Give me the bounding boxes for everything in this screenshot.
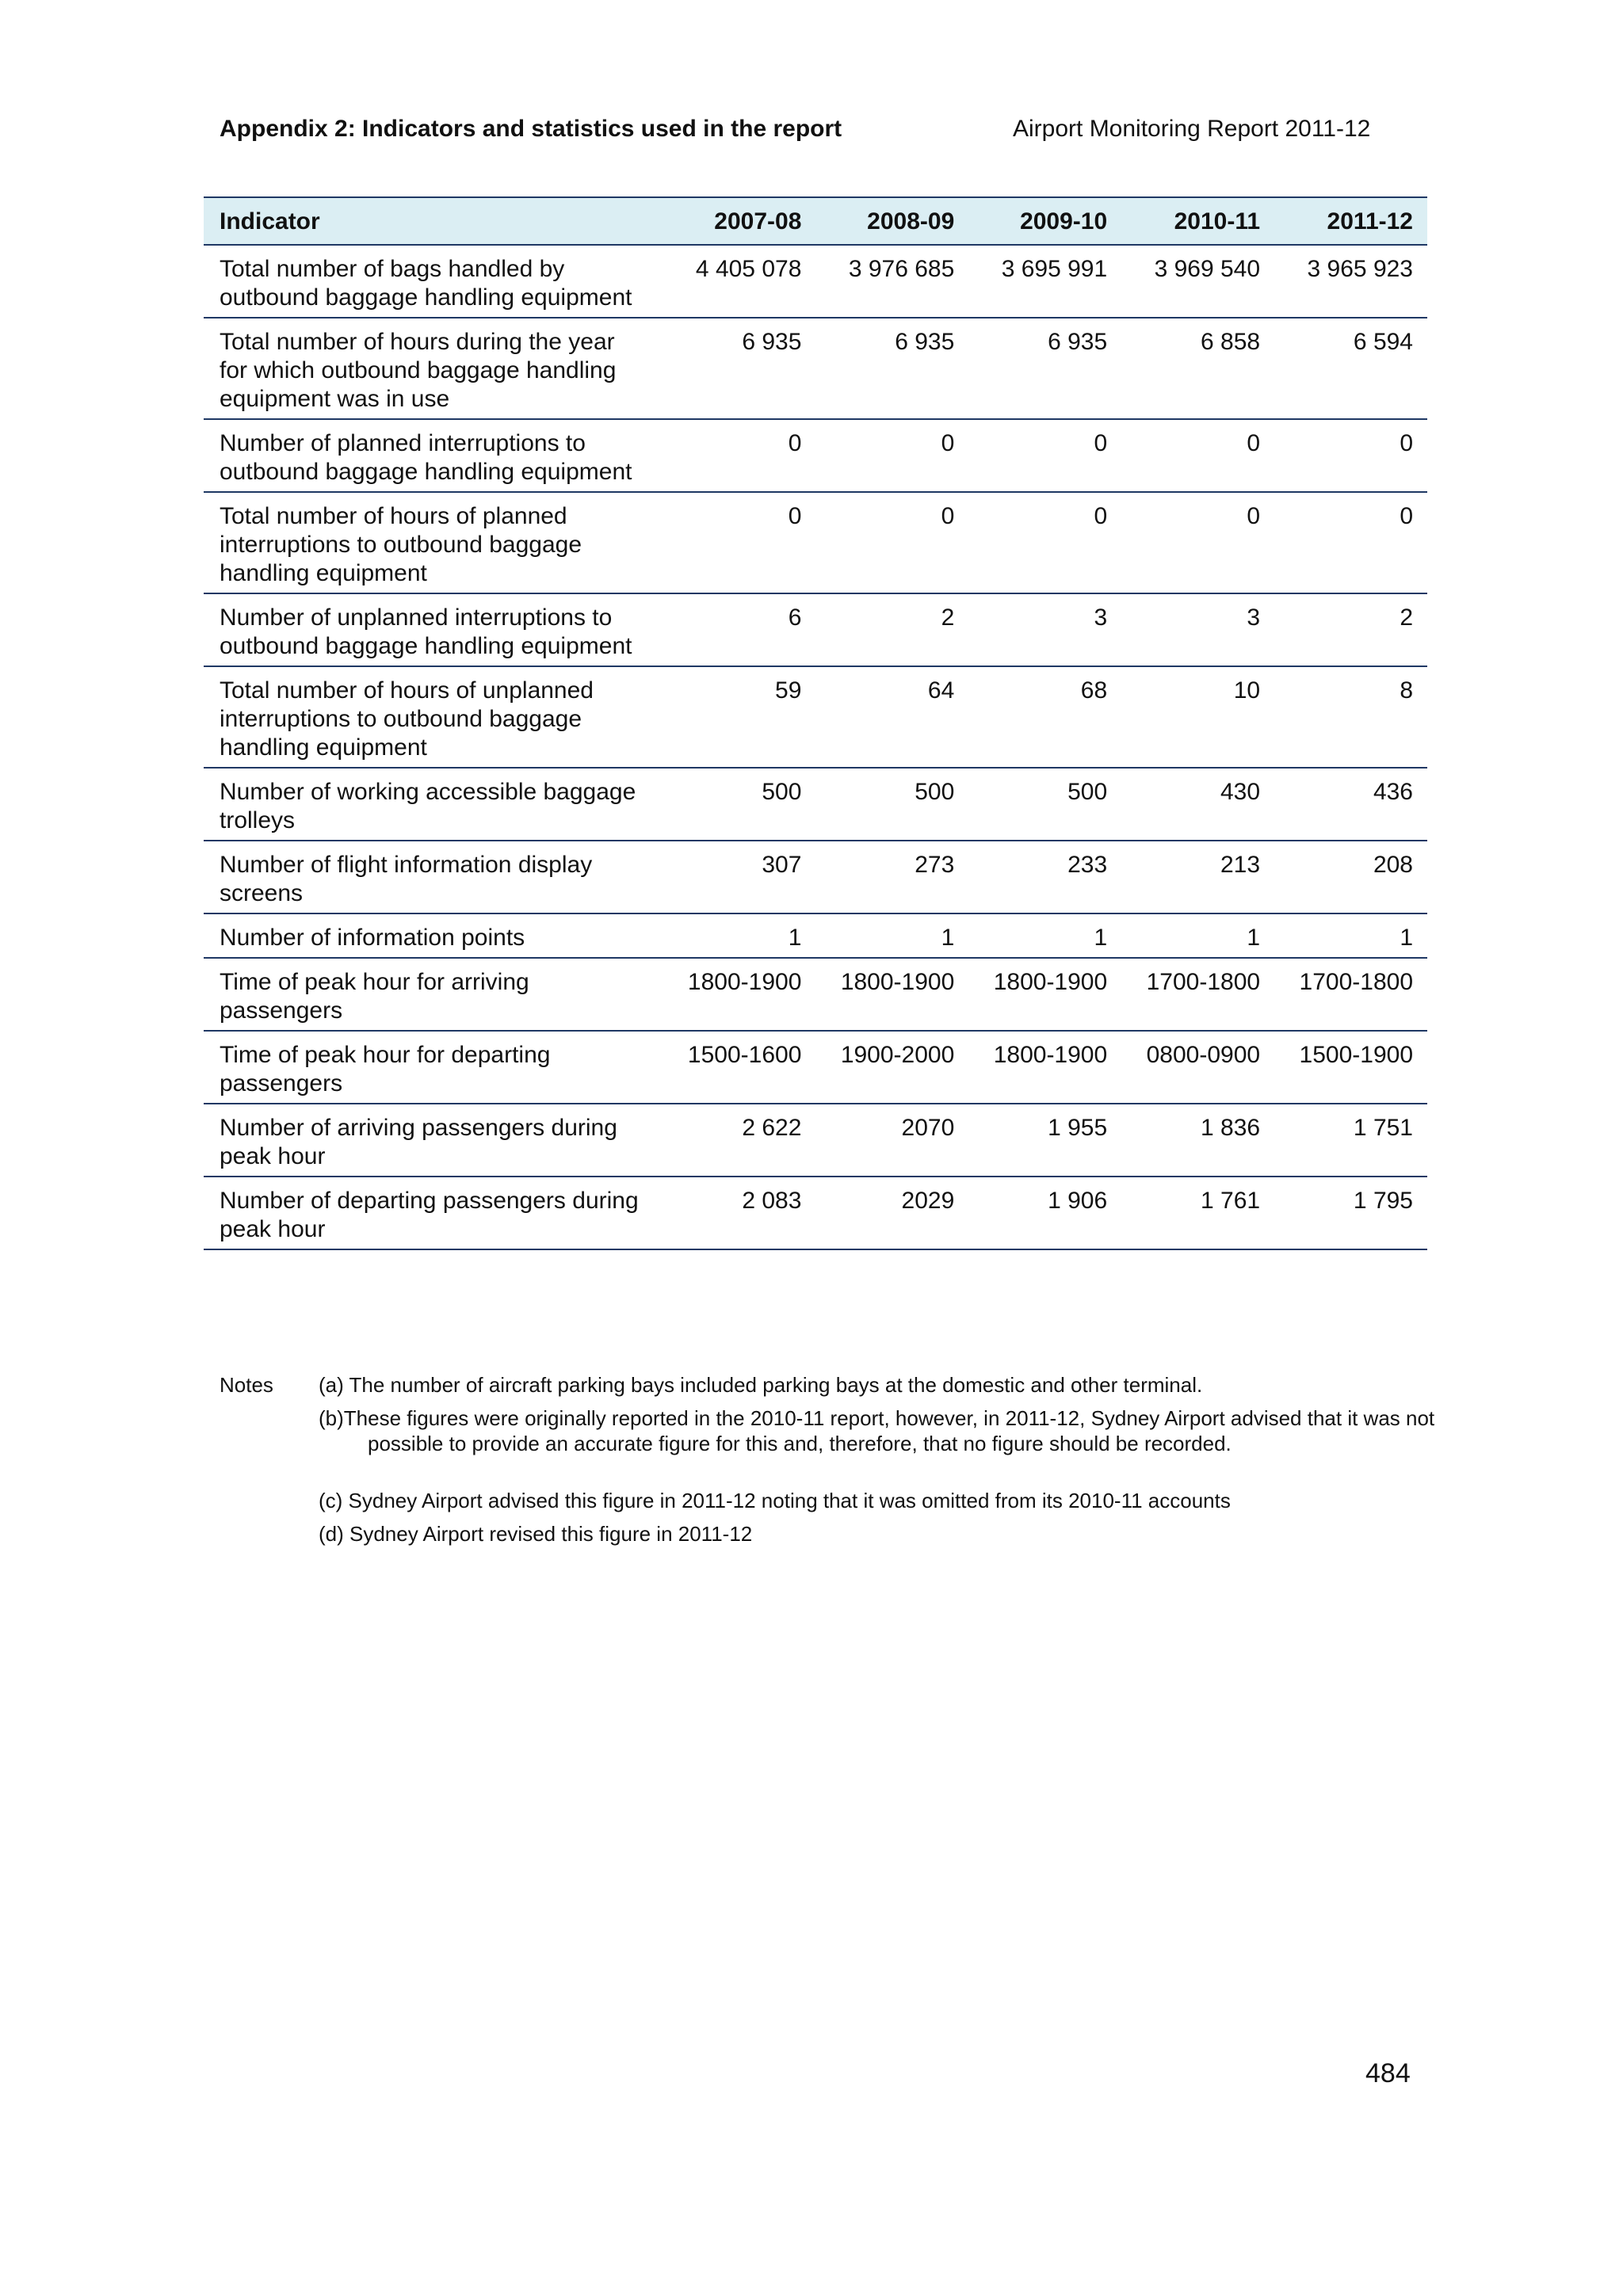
table-row [204,318,1427,419]
value-cell: 1 [968,913,1121,958]
value-cell: 1800-1900 [663,958,816,1031]
value-cell: 1700-1800 [1274,958,1427,1031]
table-row [204,419,1427,492]
value-cell: 0 [1121,419,1274,492]
page-section-title: Appendix 2: Indicators and statistics used in the report [220,116,842,142]
table-row [204,1031,1427,1104]
value-cell: 3 976 685 [815,245,968,318]
value-cell: 307 [663,841,816,913]
indicator-cell: Total number of hours during the year for which outbound baggage handling equipment was in use [204,318,663,419]
table-row [204,958,1427,1031]
page-number: 484 [1365,2058,1411,2088]
value-cell: 1900-2000 [815,1031,968,1104]
value-cell: 1 751 [1274,1104,1427,1177]
indicator-cell: Total number of hours of planned interruptions to outbound baggage handling equipment [204,492,663,593]
value-cell: 1 [1274,913,1427,958]
value-cell: 208 [1274,841,1427,913]
indicator-cell: Total number of hours of unplanned interruptions to outbound baggage handling equipment [204,666,663,768]
indicator-cell: Number of arriving passengers during peak hour [204,1104,663,1177]
note-item: (b)These figures were originally reported in the 2010-11 report, however, in 2011-12, Sydney Airport advised that it was not possible to provide an accurate figure for this and, therefore, that no figure should be recorded. [319,1406,1435,1455]
column-header: 2007-08 [663,197,816,245]
table-row [204,666,1427,768]
value-cell: 59 [663,666,816,768]
value-cell: 8 [1274,666,1427,768]
value-cell: 2029 [815,1177,968,1249]
value-cell: 3 [968,593,1121,666]
value-cell: 6 935 [663,318,816,419]
note-item: (c) Sydney Airport advised this figure in 2011-12 noting that it was omitted from its 2010-11 accounts [319,1489,1231,1512]
value-cell: 2 622 [663,1104,816,1177]
table-body [204,245,1427,1249]
value-cell: 1700-1800 [1121,958,1274,1031]
indicator-cell: Time of peak hour for arriving passengers [204,958,663,1031]
value-cell: 1 [663,913,816,958]
value-cell: 0 [663,419,816,492]
indicators-table [204,196,1427,1250]
table-row [204,593,1427,666]
note-item: (a) The number of aircraft parking bays included parking bays at the domestic and other terminal. [319,1373,1203,1397]
column-header: 2010-11 [1121,197,1274,245]
value-cell: 1 955 [968,1104,1121,1177]
value-cell: 0 [968,419,1121,492]
value-cell: 2070 [815,1104,968,1177]
value-cell: 1 [815,913,968,958]
value-cell: 436 [1274,768,1427,841]
value-cell: 6 935 [968,318,1121,419]
value-cell: 2 [1274,593,1427,666]
value-cell: 6 935 [815,318,968,419]
table-header-row [204,197,1427,245]
value-cell: 0 [663,492,816,593]
table-row [204,492,1427,593]
table-row [204,768,1427,841]
value-cell: 1500-1900 [1274,1031,1427,1104]
table-row [204,1104,1427,1177]
indicator-cell: Number of working accessible baggage trolleys [204,768,663,841]
value-cell: 0 [815,492,968,593]
table-row [204,1177,1427,1249]
value-cell: 1500-1600 [663,1031,816,1104]
value-cell: 1 906 [968,1177,1121,1249]
value-cell: 213 [1121,841,1274,913]
value-cell: 6 594 [1274,318,1427,419]
value-cell: 1 761 [1121,1177,1274,1249]
value-cell: 2 083 [663,1177,816,1249]
indicator-cell: Number of information points [204,913,663,958]
value-cell: 233 [968,841,1121,913]
column-header: 2008-09 [815,197,968,245]
note-item: (d) Sydney Airport revised this figure in 2011-12 [319,1522,753,1546]
value-cell: 500 [663,768,816,841]
value-cell: 4 405 078 [663,245,816,318]
value-cell: 430 [1121,768,1274,841]
indicator-cell: Total number of bags handled by outbound baggage handling equipment [204,245,663,318]
value-cell: 1800-1900 [968,1031,1121,1104]
indicator-cell: Time of peak hour for departing passengers [204,1031,663,1104]
value-cell: 1 795 [1274,1177,1427,1249]
report-title: Airport Monitoring Report 2011-12 [1013,116,1371,142]
value-cell: 1800-1900 [968,958,1121,1031]
column-header: 2011-12 [1274,197,1427,245]
value-cell: 3 969 540 [1121,245,1274,318]
value-cell: 0 [1121,492,1274,593]
column-header: 2009-10 [968,197,1121,245]
value-cell: 0800-0900 [1121,1031,1274,1104]
value-cell: 64 [815,666,968,768]
value-cell: 500 [968,768,1121,841]
value-cell: 1 836 [1121,1104,1274,1177]
indicator-cell: Number of unplanned interruptions to outbound baggage handling equipment [204,593,663,666]
value-cell: 6 [663,593,816,666]
table-row [204,245,1427,318]
indicator-cell: Number of departing passengers during peak hour [204,1177,663,1249]
indicator-cell: Number of flight information display screens [204,841,663,913]
notes-label: Notes [220,1373,273,1397]
value-cell: 2 [815,593,968,666]
value-cell: 0 [815,419,968,492]
value-cell: 1800-1900 [815,958,968,1031]
value-cell: 500 [815,768,968,841]
indicator-cell: Number of planned interruptions to outbound baggage handling equipment [204,419,663,492]
value-cell: 3 695 991 [968,245,1121,318]
table-row [204,913,1427,958]
value-cell: 1 [1121,913,1274,958]
value-cell: 3 [1121,593,1274,666]
value-cell: 0 [1274,492,1427,593]
value-cell: 3 965 923 [1274,245,1427,318]
value-cell: 0 [968,492,1121,593]
table-row [204,841,1427,913]
value-cell: 10 [1121,666,1274,768]
column-header: Indicator [204,197,663,245]
value-cell: 68 [968,666,1121,768]
value-cell: 273 [815,841,968,913]
value-cell: 6 858 [1121,318,1274,419]
value-cell: 0 [1274,419,1427,492]
